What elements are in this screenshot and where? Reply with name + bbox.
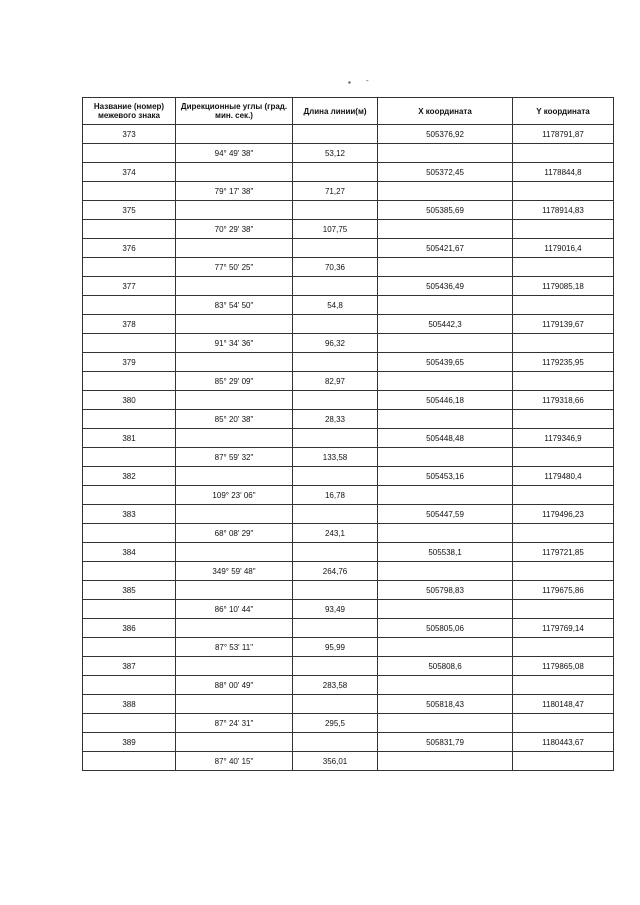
empty-cell — [513, 410, 614, 429]
y-coordinate: 1179865,08 — [513, 657, 614, 676]
segment-row — [83, 144, 614, 163]
x-coordinate: 505385,69 — [378, 201, 513, 220]
empty-cell — [293, 733, 378, 752]
point-row — [83, 505, 614, 524]
point-row — [83, 657, 614, 676]
empty-cell — [378, 600, 513, 619]
point-row — [83, 391, 614, 410]
empty-cell — [83, 752, 176, 771]
empty-cell — [378, 524, 513, 543]
point-row — [83, 201, 614, 220]
empty-cell — [513, 258, 614, 277]
empty-cell — [83, 182, 176, 201]
segment-row — [83, 334, 614, 353]
segment-row — [83, 410, 614, 429]
direction-angle: 87° 53' 11" — [176, 638, 293, 657]
segment-row — [83, 638, 614, 657]
point-row — [83, 277, 614, 296]
line-length: 264,76 — [293, 562, 378, 581]
line-length: 243,1 — [293, 524, 378, 543]
y-coordinate: 1179769,14 — [513, 619, 614, 638]
point-row — [83, 467, 614, 486]
empty-cell — [176, 467, 293, 486]
point-name: 378 — [83, 315, 176, 334]
line-length: 82,97 — [293, 372, 378, 391]
point-row — [83, 315, 614, 334]
line-length: 54,8 — [293, 296, 378, 315]
segment-row — [83, 524, 614, 543]
direction-angle: 109° 23' 06" — [176, 486, 293, 505]
line-length: 283,58 — [293, 676, 378, 695]
y-coordinate: 1178791,87 — [513, 125, 614, 144]
empty-cell — [378, 144, 513, 163]
empty-cell — [176, 505, 293, 524]
direction-angle: 85° 29' 09" — [176, 372, 293, 391]
direction-angle: 79° 17' 38" — [176, 182, 293, 201]
empty-cell — [513, 600, 614, 619]
empty-cell — [176, 657, 293, 676]
empty-cell — [513, 486, 614, 505]
empty-cell — [293, 391, 378, 410]
empty-cell — [293, 277, 378, 296]
empty-cell — [513, 524, 614, 543]
x-coordinate: 505376,92 — [378, 125, 513, 144]
empty-cell — [83, 562, 176, 581]
empty-cell — [293, 353, 378, 372]
empty-cell — [293, 695, 378, 714]
x-coordinate: 505442,3 — [378, 315, 513, 334]
segment-row — [83, 714, 614, 733]
empty-cell — [378, 182, 513, 201]
empty-cell — [513, 182, 614, 201]
empty-cell — [83, 410, 176, 429]
empty-cell — [378, 334, 513, 353]
empty-cell — [176, 201, 293, 220]
empty-cell — [293, 429, 378, 448]
y-coordinate: 1180148,47 — [513, 695, 614, 714]
x-coordinate: 505818,43 — [378, 695, 513, 714]
empty-cell — [83, 144, 176, 163]
table-header-row — [83, 98, 614, 125]
line-length: 70,36 — [293, 258, 378, 277]
segment-row — [83, 258, 614, 277]
y-coordinate: 1179235,95 — [513, 353, 614, 372]
empty-cell — [176, 695, 293, 714]
segment-row — [83, 562, 614, 581]
point-row — [83, 619, 614, 638]
y-coordinate: 1178914,83 — [513, 201, 614, 220]
empty-cell — [83, 220, 176, 239]
empty-cell — [378, 296, 513, 315]
empty-cell — [378, 372, 513, 391]
point-name: 382 — [83, 467, 176, 486]
empty-cell — [293, 163, 378, 182]
empty-cell — [176, 581, 293, 600]
point-row — [83, 429, 614, 448]
segment-row — [83, 752, 614, 771]
direction-angle: 86° 10' 44" — [176, 600, 293, 619]
point-row — [83, 695, 614, 714]
empty-cell — [513, 296, 614, 315]
empty-cell — [83, 676, 176, 695]
point-name: 379 — [83, 353, 176, 372]
line-length: 356,01 — [293, 752, 378, 771]
header-y-coordinate: Y координата — [513, 98, 614, 125]
y-coordinate: 1179139,67 — [513, 315, 614, 334]
direction-angle: 70° 29' 38" — [176, 220, 293, 239]
x-coordinate: 505447,59 — [378, 505, 513, 524]
y-coordinate: 1179085,18 — [513, 277, 614, 296]
x-coordinate: 505453,16 — [378, 467, 513, 486]
line-length: 16,78 — [293, 486, 378, 505]
line-length: 107,75 — [293, 220, 378, 239]
boundary-coordinates-table — [82, 97, 614, 771]
empty-cell — [293, 239, 378, 258]
segment-row — [83, 600, 614, 619]
empty-cell — [176, 353, 293, 372]
empty-cell — [513, 676, 614, 695]
empty-cell — [378, 638, 513, 657]
direction-angle: 83° 54' 50" — [176, 296, 293, 315]
point-name: 375 — [83, 201, 176, 220]
segment-row — [83, 486, 614, 505]
empty-cell — [378, 486, 513, 505]
empty-cell — [293, 201, 378, 220]
point-name: 376 — [83, 239, 176, 258]
empty-cell — [378, 752, 513, 771]
empty-cell — [176, 239, 293, 258]
point-row — [83, 733, 614, 752]
y-coordinate: 1179016,4 — [513, 239, 614, 258]
empty-cell — [293, 125, 378, 144]
empty-cell — [176, 315, 293, 334]
point-name: 386 — [83, 619, 176, 638]
empty-cell — [83, 448, 176, 467]
empty-cell — [513, 144, 614, 163]
empty-cell — [176, 429, 293, 448]
direction-angle: 85° 20' 38" — [176, 410, 293, 429]
empty-cell — [176, 619, 293, 638]
header-direction-angle: Дирекционные углы (град. мин. сек.) — [176, 98, 293, 125]
line-length: 295,5 — [293, 714, 378, 733]
empty-cell — [513, 448, 614, 467]
empty-cell — [378, 676, 513, 695]
empty-cell — [513, 752, 614, 771]
empty-cell — [176, 163, 293, 182]
line-length: 96,32 — [293, 334, 378, 353]
point-row — [83, 581, 614, 600]
point-name: 380 — [83, 391, 176, 410]
y-coordinate: 1179496,23 — [513, 505, 614, 524]
empty-cell — [83, 296, 176, 315]
y-coordinate: 1180443,67 — [513, 733, 614, 752]
direction-angle: 91° 34' 36" — [176, 334, 293, 353]
line-length: 95,99 — [293, 638, 378, 657]
point-name: 384 — [83, 543, 176, 562]
direction-angle: 87° 24' 31" — [176, 714, 293, 733]
scan-speck: - — [366, 76, 369, 85]
empty-cell — [513, 220, 614, 239]
empty-cell — [83, 372, 176, 391]
direction-angle: 94° 49' 38" — [176, 144, 293, 163]
header-point-name: Название (номер) межевого знака — [83, 98, 176, 125]
point-name: 383 — [83, 505, 176, 524]
y-coordinate: 1179318,66 — [513, 391, 614, 410]
empty-cell — [513, 372, 614, 391]
empty-cell — [83, 638, 176, 657]
table-body — [83, 125, 614, 771]
empty-cell — [293, 619, 378, 638]
point-row — [83, 163, 614, 182]
empty-cell — [176, 277, 293, 296]
empty-cell — [83, 258, 176, 277]
y-coordinate: 1179346,9 — [513, 429, 614, 448]
empty-cell — [378, 562, 513, 581]
point-row — [83, 353, 614, 372]
empty-cell — [293, 543, 378, 562]
empty-cell — [83, 714, 176, 733]
line-length: 93,49 — [293, 600, 378, 619]
direction-angle: 88° 00' 49" — [176, 676, 293, 695]
direction-angle: 349° 59' 48" — [176, 562, 293, 581]
empty-cell — [83, 334, 176, 353]
y-coordinate: 1179480,4 — [513, 467, 614, 486]
empty-cell — [293, 657, 378, 676]
point-name: 377 — [83, 277, 176, 296]
point-row — [83, 239, 614, 258]
segment-row — [83, 448, 614, 467]
x-coordinate: 505439,65 — [378, 353, 513, 372]
empty-cell — [293, 467, 378, 486]
x-coordinate: 505831,79 — [378, 733, 513, 752]
point-name: 388 — [83, 695, 176, 714]
empty-cell — [83, 486, 176, 505]
empty-cell — [293, 315, 378, 334]
x-coordinate: 505446,18 — [378, 391, 513, 410]
x-coordinate: 505436,49 — [378, 277, 513, 296]
segment-row — [83, 372, 614, 391]
empty-cell — [513, 638, 614, 657]
x-coordinate: 505798,83 — [378, 581, 513, 600]
empty-cell — [83, 600, 176, 619]
empty-cell — [513, 714, 614, 733]
point-name: 374 — [83, 163, 176, 182]
empty-cell — [293, 581, 378, 600]
empty-cell — [176, 125, 293, 144]
line-length: 71,27 — [293, 182, 378, 201]
point-name: 385 — [83, 581, 176, 600]
direction-angle: 87° 40' 15" — [176, 752, 293, 771]
empty-cell — [83, 524, 176, 543]
header-x-coordinate: X координата — [378, 98, 513, 125]
empty-cell — [378, 714, 513, 733]
segment-row — [83, 296, 614, 315]
x-coordinate: 505805,06 — [378, 619, 513, 638]
line-length: 133,58 — [293, 448, 378, 467]
empty-cell — [378, 220, 513, 239]
empty-cell — [176, 391, 293, 410]
line-length: 28,33 — [293, 410, 378, 429]
x-coordinate: 505372,45 — [378, 163, 513, 182]
direction-angle: 77° 50' 25" — [176, 258, 293, 277]
direction-angle: 68° 08' 29" — [176, 524, 293, 543]
point-name: 387 — [83, 657, 176, 676]
x-coordinate: 505448,48 — [378, 429, 513, 448]
point-row — [83, 125, 614, 144]
y-coordinate: 1178844,8 — [513, 163, 614, 182]
segment-row — [83, 676, 614, 695]
empty-cell — [293, 505, 378, 524]
x-coordinate: 505421,67 — [378, 239, 513, 258]
point-name: 389 — [83, 733, 176, 752]
segment-row — [83, 182, 614, 201]
segment-row — [83, 220, 614, 239]
point-name: 381 — [83, 429, 176, 448]
empty-cell — [378, 448, 513, 467]
scan-speck: ▪ — [348, 78, 351, 87]
x-coordinate: 505808,6 — [378, 657, 513, 676]
empty-cell — [378, 410, 513, 429]
empty-cell — [176, 543, 293, 562]
empty-cell — [176, 733, 293, 752]
line-length: 53,12 — [293, 144, 378, 163]
x-coordinate: 505538,1 — [378, 543, 513, 562]
header-line-length: Длина линии(м) — [293, 98, 378, 125]
empty-cell — [378, 258, 513, 277]
empty-cell — [513, 334, 614, 353]
point-row — [83, 543, 614, 562]
y-coordinate: 1179721,85 — [513, 543, 614, 562]
y-coordinate: 1179675,86 — [513, 581, 614, 600]
point-name: 373 — [83, 125, 176, 144]
direction-angle: 87° 59' 32" — [176, 448, 293, 467]
empty-cell — [513, 562, 614, 581]
